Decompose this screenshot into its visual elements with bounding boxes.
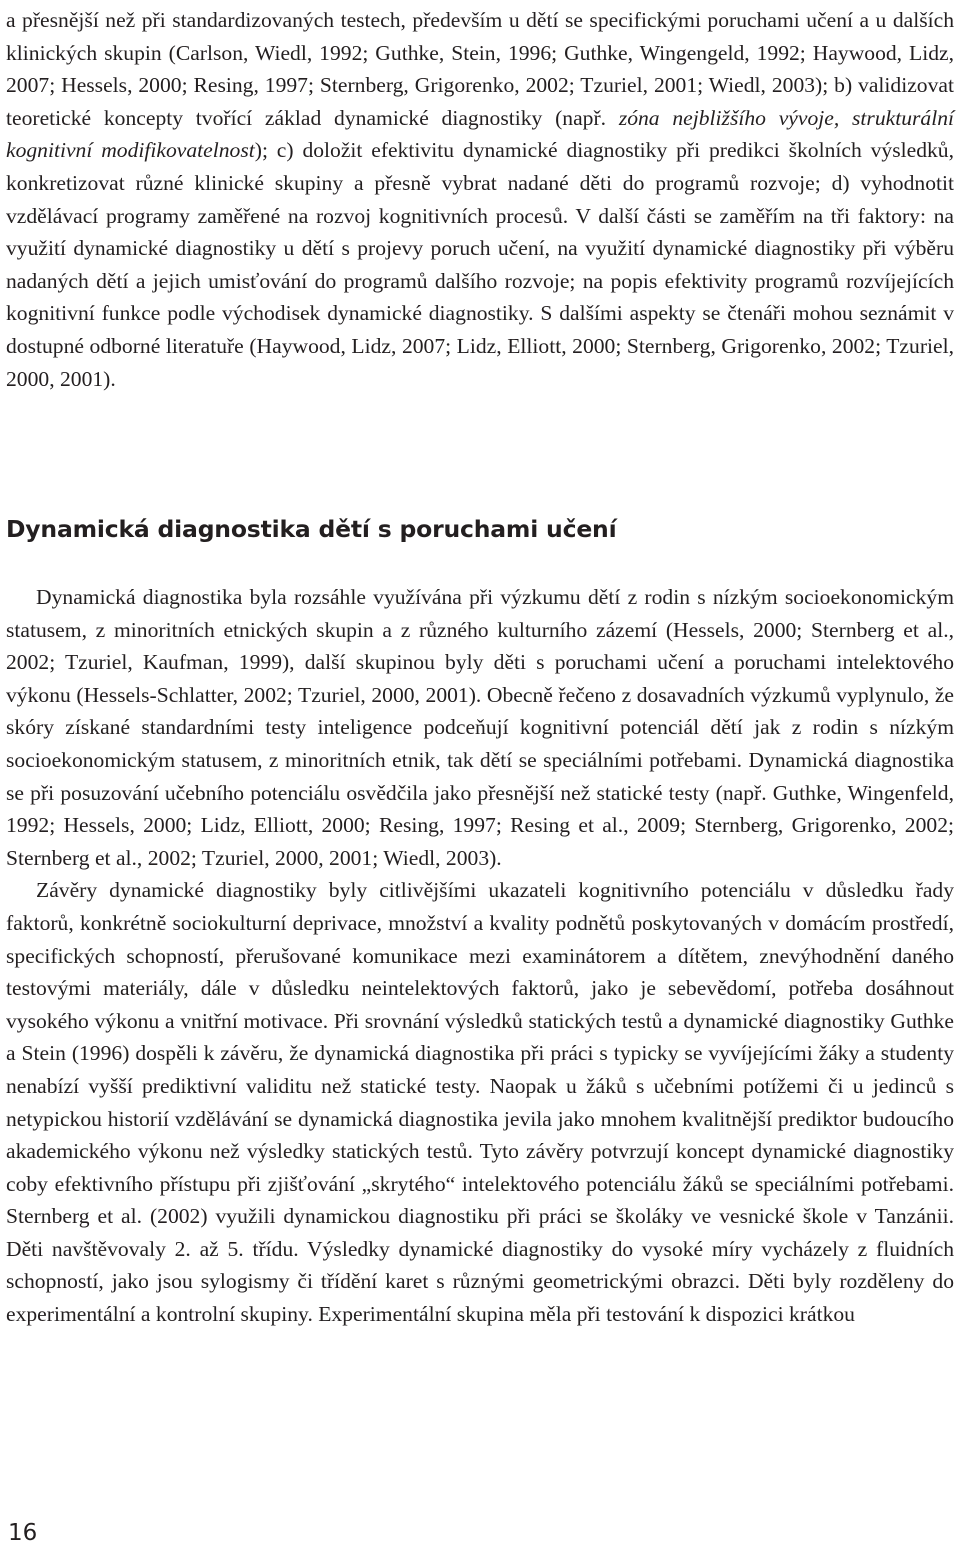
paragraph-1-italic-terms: zóna nejbližšího vývoje, strukturální kognitivní modifikovatelnost [6, 105, 954, 163]
continued-text-block [6, 4, 954, 395]
paragraph-1 [6, 4, 954, 395]
section-body [6, 581, 954, 1331]
paragraph-1-text-a: a přesnější než při standardizovaných testech, především u dětí se specifickými poruchami učení a u dalších klinických skupin (Carlson, Wiedl, 1992; Guthke, Stein, 1996; Guthke, Wingengeld, 1992; Haywood, Lidz, 2007; Hessels, 2000; Resing, 1997; Sternberg, Grigorenko, 2002; Tzuriel, 2001; Wiedl, 2003); b) validizovat teoretické koncepty tvořící základ dynamické diagnostiky (např. [6, 8, 954, 130]
page-number: 16 [8, 1520, 38, 1546]
paragraph-3: Závěry dynamické diagnostiky byly citlivějšími ukazateli kognitivního potenciálu v důsledku řady faktorů, konkrétně sociokulturní deprivace, množství a kvality podnětů poskytovaných v domácím prostředí, specifických schopností, přerušované komunikace mezi examinátorem a dítětem, znevýhodnění daného testovými materiály, dále v důsledku neintelektových faktorů, jako je sebevědomí, potřeba dosáhnout vysokého výkonu a vnitřní motivace. Při srovnání výsledků statických testů a dynamické diagnostiky Guthke a Stein (1996) dospěli k závěru, že dynamická diagnostika při práci s typicky se vyvíjejícími žáky a studenty nenabízí vyšší prediktivní validitu než statické testy. Naopak u žáků s učebními potížemi či u jedinců s netypickou historií vzdělávání se dynamická diagnostika jevila jako mnohem kvalitnější prediktor budoucího akademického výkonu než výsledky statických testů. Tyto závěry potvrzují koncept dynamické diagnostiky coby efektivního přístupu při zjišťování „skrytého“ intelektového potenciálu žáků se speciálními potřebami. Sternberg et al. (2002) využili dynamickou diagnostiku při práci se školáky ve vesnické škole v Tanzánii. Děti navštěvovaly 2. až 5. třídu. Výsledky dynamické diagnostiky do vysoké míry vycházely z fluidních schopností, jako jsou sylogismy či třídění karet s různými geometrickými obrazci. Děti byly rozděleny do experimentální a kontrolní skupiny. Experimentální skupina měla při testování k dispozici krátkou [6, 878, 954, 1327]
paragraph-2: Dynamická diagnostika byla rozsáhle využívána při výzkumu dětí z rodin s nízkým socioekonomickým statusem, z minoritních etnických skupin a z různého kulturního zázemí (Hessels, 2000; Sternberg et al., 2002; Tzuriel, Kaufman, 1999), další skupinou byly děti s poruchami učení a poruchami intelektového výkonu (Hessels-Schlatter, 2002; Tzuriel, 2000, 2001). Obecně řečeno z dosavadních výzkumů vyplynulo, že skóry získané standardními testy inteligence podceňují kognitivní potenciál dětí jak z rodin s nízkým socioekonomickým statusem, z minoritních etnik, tak dětí se speciálními potřebami. Dynamická diagnostika se při posuzování učebního potenciálu osvědčila jako přesnější než statické testy (např. Guthke, Wingenfeld, 1992; Hessels, 2000; Lidz, Elliott, 2000; Resing, 1997; Resing et al., 2009; Sternberg, Grigorenko, 2002; Sternberg et al., 2002; Tzuriel, 2000, 2001; Wiedl, 2003). [6, 585, 954, 870]
paragraph-1-text-b: ); c) doložit efektivitu dynamické diagnostiky při predikci školních výsledků, konkretizovat různé klinické skupiny a přesně vybrat nadané děti do programů rozvoje; d) vyhodnotit vzdělávací programy zaměřené na rozvoj kognitivních procesů. V další části se zaměřím na tři faktory: na využití dynamické diagnostiky u dětí s projevy poruch učení, na využití dynamické diagnostiky při výběru nadaných dětí a jejich umisťování do programů dalšího rozvoje; na popis efektivity programů rozvíjejících kognitivní funkce podle východisek dynamické diagnostiky. S dalšími aspekty se čtenáři mohou seznámit v dostupné odborné literatuře (Haywood, Lidz, 2007; Lidz, Elliott, 2000; Sternberg, Grigorenko, 2002; Tzuriel, 2000, 2001). [6, 138, 954, 391]
section-heading: Dynamická diagnostika dětí s poruchami učení [6, 515, 617, 543]
